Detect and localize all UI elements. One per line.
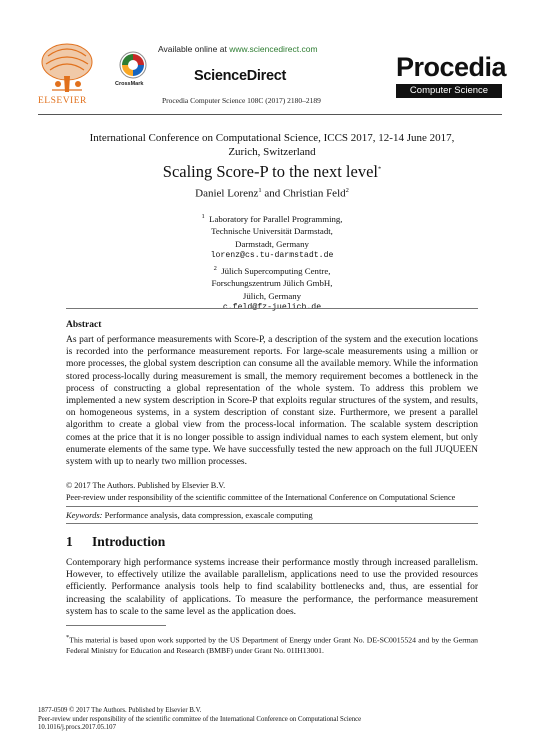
- affiliation-2-line-1: [150, 263, 394, 277]
- footer-doi[interactable]: 10.1016/j.procs.2017.05.107: [38, 724, 116, 732]
- abstract-divider: [66, 308, 478, 309]
- available-online-label: Available online at: [158, 44, 230, 54]
- author-join: and: [261, 187, 283, 200]
- keywords: [66, 510, 313, 520]
- paper-title-text: Scaling Score-P to the next level: [162, 162, 378, 181]
- affiliation-2-line-3: Jülich, Germany: [242, 290, 302, 301]
- affiliation-2-centre: Jülich Supercomputing Centre,: [221, 265, 331, 276]
- journal-reference: Procedia Computer Science 108C (2017) 2180–2189: [162, 96, 321, 105]
- footer-issn: 1877-0509 © 2017 The Authors. Published by Elsevier B.V.: [38, 707, 202, 714]
- abstract-text: As part of performance measurements with Score-P, a description of the system and the execution locations is recorded into the performance measurement reports. For large-scale measurements using a million or more processes, the global system description can consume all the available memory. While the information stored process-locally during measurement is small, the memory requirement becomes a bottleneck in the process of constructing a global representation of the whole system. To address this problem we implemented a new system description in Score-P that exploits regular structures of the system, and results, on homogeneous systems, in a system description of constant size. Furthermore, we present a parallel algorithm to create a global view from the process-local information. The scalable system description comes at the price that it is no longer possible to assign individual names to each system element, but only enumerate elements of the same type. We have successfully tested the new approach on the full JUQUEEN system with up to nearly two million processes.: [66, 335, 478, 468]
- footnote-text: This material is based upon work supported by the US Department of Energy under Grant No. DE-SC0015524 and by the German Federal Ministry for Education and Research (BMBF) under Grant No. 01IH13001.: [66, 635, 478, 656]
- author-2-affil: 2: [345, 187, 349, 194]
- copyright-notice: © 2017 The Authors. Published by Elsevier B.V.: [66, 481, 226, 490]
- conference-line-1: International Conference on Computational Science, ICCS 2017, 12-14 June 2017,: [89, 132, 455, 144]
- sciencedirect-logo: ScienceDirect: [194, 68, 287, 84]
- elsevier-tree-logo: [38, 40, 96, 94]
- sciencedirect-link[interactable]: www.sciencedirect.com: [229, 44, 318, 54]
- affiliation-1-line-2: Technische Universität Darmstadt,: [211, 226, 333, 237]
- affiliation-2-mark: 2: [213, 264, 217, 272]
- crossmark-icon[interactable]: [118, 50, 148, 80]
- footnote-divider: [66, 625, 166, 626]
- available-online: [158, 44, 318, 54]
- introduction-text: Contemporary high performance systems increase their performance mostly through increased parallelism. However, to effectively utilize the available parallelism, applications need to use the provided resources efficiently. Performance analysis tools help to find scalability bottlenecks and, thus, are essential for increasing the scalability of applications. To measure the performance, the performance measurement system has to scale to the same level as the application does.: [66, 558, 478, 617]
- abstract-heading: Abstract: [66, 320, 102, 330]
- procedia-logo: Procedia: [396, 52, 507, 82]
- crossmark-label: CrossMark: [115, 81, 144, 87]
- keywords-divider-top: [66, 506, 478, 507]
- author-1-email[interactable]: lorenz@cs.tu-darmstadt.de: [210, 251, 334, 261]
- footnote-mark: *: [66, 634, 70, 641]
- elsevier-wordmark: ELSEVIER: [38, 96, 87, 106]
- header-divider: [38, 114, 502, 115]
- section-title: Introduction: [92, 534, 166, 549]
- conference-info: [60, 131, 484, 159]
- affiliation-1-line-3: Darmstadt, Germany: [235, 238, 309, 249]
- affiliation-1-lab: Laboratory for Parallel Programming,: [209, 213, 343, 224]
- conference-line-2: Zurich, Switzerland: [228, 146, 316, 158]
- footnote: [66, 633, 478, 657]
- author-2: Christian Feld: [282, 187, 346, 200]
- affiliations: [150, 211, 394, 315]
- author-1-affil: 1: [258, 187, 262, 194]
- paper-title: [60, 162, 484, 182]
- author-1: Daniel Lorenz: [195, 187, 259, 200]
- procedia-subtitle-bar: Computer Science: [396, 84, 502, 98]
- keywords-label: Keywords:: [66, 510, 103, 520]
- author-2-email[interactable]: c.feld@fz-juelich.de: [222, 303, 322, 313]
- section-number: 1: [66, 534, 73, 549]
- author-line: [60, 187, 484, 200]
- keywords-divider-bottom: [66, 523, 478, 524]
- keywords-text: Performance analysis, data compression, exascale computing: [104, 510, 313, 520]
- peer-review-notice: Peer-review under responsibility of the scientific committee of the International Conference on Computational Science: [66, 493, 456, 502]
- affiliation-2-line-2: Forschungszentrum Jülich GmbH,: [211, 278, 333, 289]
- page-footer: [38, 707, 518, 733]
- affiliation-1-line-1: [150, 211, 394, 225]
- footer-peer-review: Peer-review under responsibility of the scientific committee of the International Conference on Computational Science: [38, 715, 362, 723]
- title-footnote-mark: *: [377, 165, 382, 173]
- affiliation-1-mark: 1: [201, 213, 205, 220]
